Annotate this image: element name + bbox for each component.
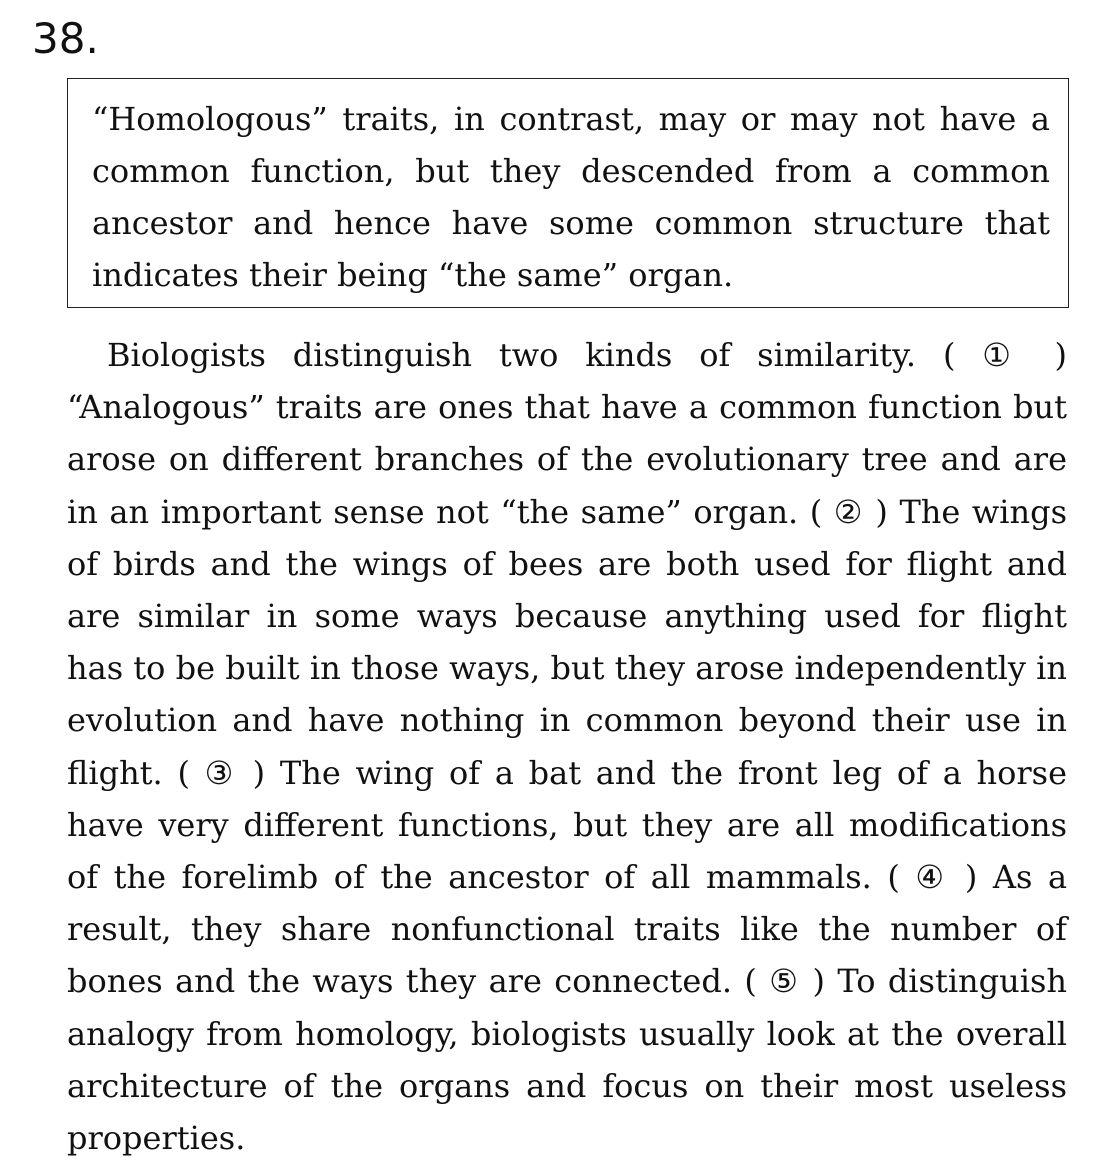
given-sentence-box xyxy=(67,78,1069,308)
passage xyxy=(67,329,1067,1164)
insertion-marker-3: ( ③ ) xyxy=(177,753,266,792)
passage-sentence-2: The wings of birds and the wings of bees are both used for flight and are similar in some ways because anything used for flight has to be built in those ways, but they arose independently in evolution and have nothing in common beyond their use in flight. xyxy=(67,492,1068,792)
insertion-marker-4: ( ④ ) xyxy=(887,858,978,897)
insertion-marker-2: ( ② ) xyxy=(809,492,888,531)
given-sentence: “Homologous” traits, in contrast, may or may not have a common function, but they descended from a common ancestor and hence have some common structure that indicates their being “the same” organ. xyxy=(92,100,1050,294)
insertion-marker-5: ( ⑤ ) xyxy=(744,962,825,1001)
insertion-marker-1: ( ① ) xyxy=(942,336,1068,374)
passage-sentence-3: The wing of a bat and the front leg of a horse have very different functions, but they are all modifications of the forelimb of the ancestor of all mammals. xyxy=(67,753,1068,897)
passage-sentence-4: As a result, they share nonfunctional traits like the number of bones and the ways they are connected. xyxy=(67,858,1068,1001)
passage-sentence-1: “Analogous” traits are ones that have a common function but arose on different branches of the evolutionary tree and are in an important sense not “the same” organ. xyxy=(67,388,1067,531)
passage-sentence-0: Biologists distinguish two kinds of similarity. xyxy=(107,336,917,374)
question-number: 38. xyxy=(32,14,99,63)
passage-sentence-5: To distinguish analogy from homology, biologists usually look at the overall architecture of the organs and focus on their most useless properties. xyxy=(67,962,1068,1158)
